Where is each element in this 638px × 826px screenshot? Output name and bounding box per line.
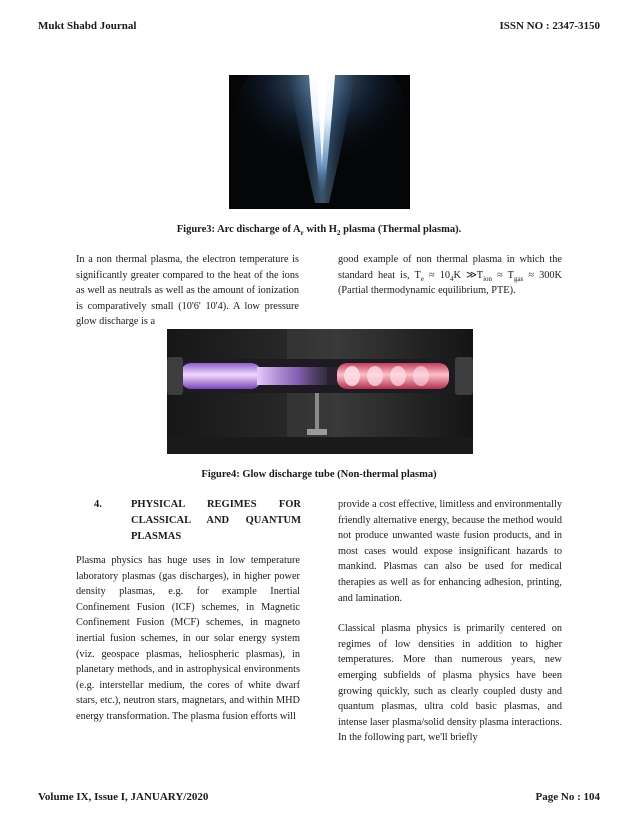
body-text-col4 <box>338 497 562 746</box>
issn-number: ISSN NO : 2347-3150 <box>499 20 600 32</box>
volume-issue: Volume IX, Issue I, JANUARY/2020 <box>38 791 209 803</box>
paragraph: Classical plasma physics is primarily centered on regimes of low densities in addition to higher temperatures. More than numerous years, new emerging subfields of plasma physics have been growing quickly, such as clearly coupled dusty and quantum plasmas, ultra cold basic plasmas, and intense laser plasma/solid density plasma interactions. In the following part, we'll briefly <box>338 623 562 744</box>
section-number: 4. <box>94 499 102 510</box>
paragraph: good example of non thermal plasma in which the standard heat is, $T_e \approx 10_4K$ $≫T_{ion} \approx T_{gas} \approx 300K$ (Partial thermodynamic equilibrium, PTE). <box>338 254 562 297</box>
arc-discharge-photo <box>229 75 410 209</box>
paragraph: In a non thermal plasma, the electron temperature is significantly greater compared to the heat of the ions as well as neutrals as well as the amount of ionization is comparatively small (10'6' 10'4). A low pressure glow discharge is a <box>76 254 299 328</box>
figure3-caption: Figure3: Arc discharge of $A_r$ with $H_2$ plasma (Thermal plasma). <box>176 224 462 238</box>
body-text-col1 <box>76 252 299 330</box>
journal-name: Mukt Shabd Journal <box>38 20 137 32</box>
page-number: Page No : 104 <box>535 791 600 803</box>
figure4-caption: Figure4: Glow discharge tube (Non-thermal plasma) <box>201 469 437 480</box>
body-text-col3 <box>76 553 300 725</box>
glow-discharge-tube-photo <box>167 329 473 454</box>
glow-discharge-illustration <box>167 329 473 454</box>
arc-discharge-illustration <box>229 75 410 209</box>
body-text-col2 <box>338 252 562 299</box>
section-title: PHYSICAL REGIMES FOR CLASSICAL AND QUANTUM PLASMAS <box>131 499 301 542</box>
paragraph: provide a cost effective, limitless and environmentally friendly alternative energy, because the method would not produce unwanted waste fusion products, and in most cases would expose insignificant hazards to mankind. Plasmas can also be used for medical therapies as well as for enhancing adhesion, printing, and lamination. <box>338 499 562 604</box>
paragraph: Plasma physics has huge uses in low temperature laboratory plasmas (gas discharges), in higher power density plasmas, e.g. for example Inertial Confinement Fusion (ICF) schemes, in Magnetic Confinement Fusion (MCF) schemes, in magneto inertial fusion schemes, in our solar energy system (viz. geospace plasmas, heliospheric plasmas), in planetary methods, and in astrophysical environments (e.g. interstellar medium, the cores of white dwarf stars, etc.), neutron stars, magnetars, and within MHD energy transformation. The plasma fusion efforts will <box>76 555 300 722</box>
